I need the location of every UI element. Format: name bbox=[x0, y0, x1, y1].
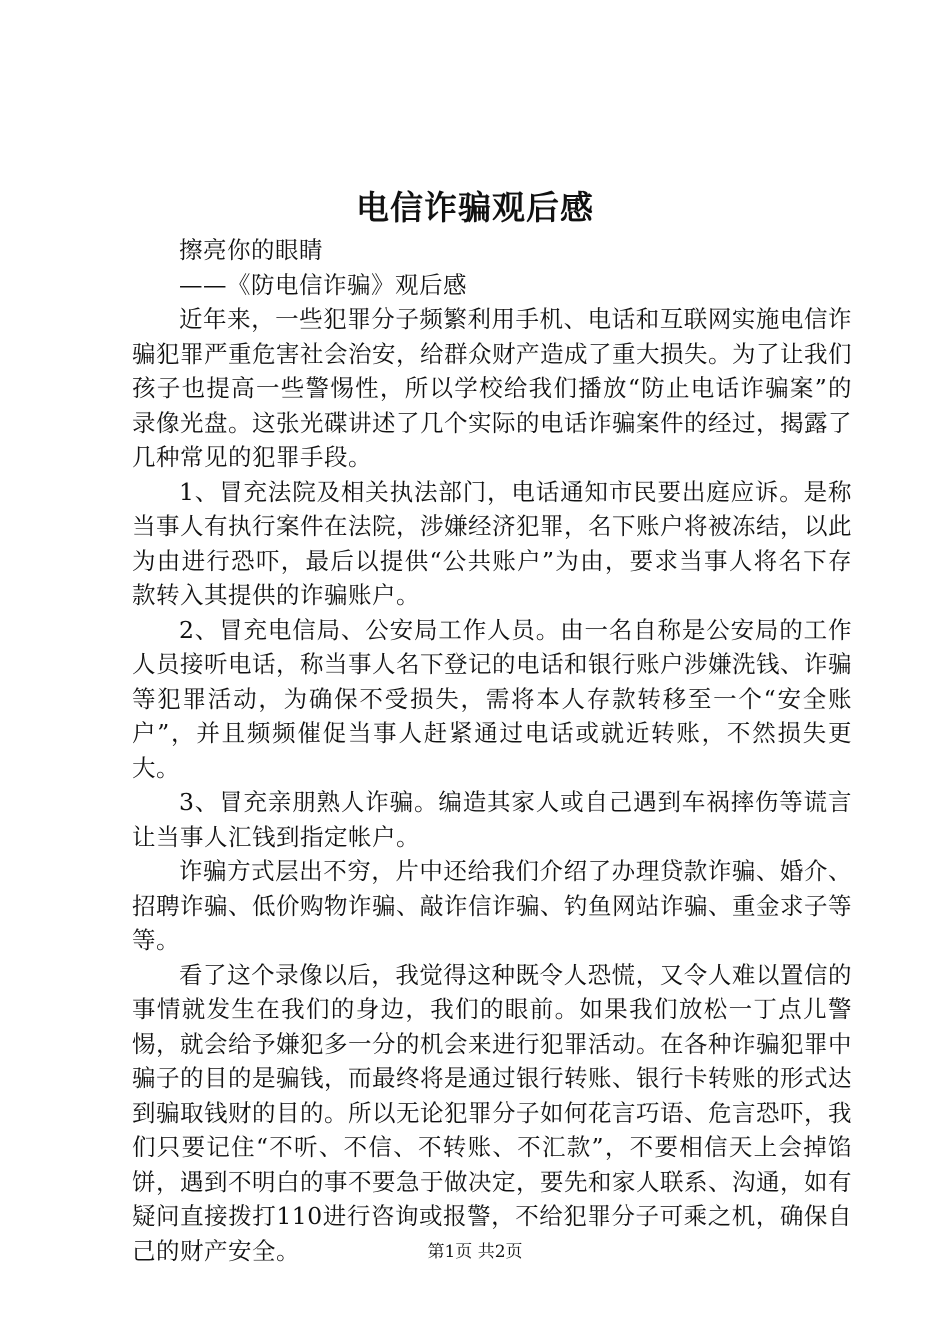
document-body bbox=[132, 233, 852, 1268]
subtitle-line: 擦亮你的眼睛 bbox=[179, 236, 323, 264]
paragraph-item-2: 2、冒充电信局、公安局工作人员。由一名自称是公安局的工作人员接听电话，称当事人名下登记的电话和银行账户涉嫌洗钱、诈骗等犯罪活动，为确保不受损失，需将本人存款转移至一个“安全账户”，并且频频催促当事人赶紧通过电话或就近转账，不然损失更大。 bbox=[132, 615, 852, 782]
page-number-footer: 第1页 共2页 bbox=[427, 1242, 523, 1262]
paragraph-reflection: 看了这个录像以后，我觉得这种既令人恐慌，又令人难以置信的事情就发生在我们的身边，我们的眼前。如果我们放松一丁点儿警惕，就会给予嫌犯多一分的机会来进行犯罪活动。在各种诈骗犯罪中骗子的目的是骗钱，而最终将是通过银行转账、银行卡转账的形式达到骗取钱财的目的。所以无论犯罪分子如何花言巧语、危言恐吓，我们只要记住“不听、不信、不转账、不汇款”，不要相信天上会掉馅饼，遇到不明白的事不要急于做决定，要先和家人联系、沟通，如有疑问直接拨打110进行咨询或报警，不给犯罪分子可乘之机，确保自己的财产安全。 bbox=[132, 960, 852, 1265]
paragraph-methods: 诈骗方式层出不穷，片中还给我们介绍了办理贷款诈骗、婚介、招聘诈骗、低价购物诈骗、敲诈信诈骗、钓鱼网站诈骗、重金求子等等。 bbox=[132, 857, 852, 954]
paragraph-intro: 近年来，一些犯罪分子频繁利用手机、电话和互联网实施电信诈骗犯罪严重危害社会治安，给群众财产造成了重大损失。为了让我们孩子也提高一些警惕性，所以学校给我们播放“防止电话诈骗案”的录像光盘。这张光碟讲述了几个实际的电话诈骗案件的经过，揭露了几种常见的犯罪手段。 bbox=[132, 305, 852, 471]
paragraph-item-3: 3、冒充亲朋熟人诈骗。编造其家人或自己遇到车祸摔伤等谎言让当事人汇钱到指定帐户。 bbox=[132, 788, 852, 851]
paragraph-item-1: 1、冒充法院及相关执法部门，电话通知市民要出庭应诉。是称当事人有执行案件在法院，涉嫌经济犯罪，名下账户将被冻结，以此为由进行恐吓，最后以提供“公共账户”为由，要求当事人将名下存款转入其提供的诈骗账户。 bbox=[132, 477, 852, 609]
document-title: 电信诈骗观后感 bbox=[356, 188, 594, 227]
subtitle-source-line: ——《防电信诈骗》观后感 bbox=[179, 270, 467, 299]
